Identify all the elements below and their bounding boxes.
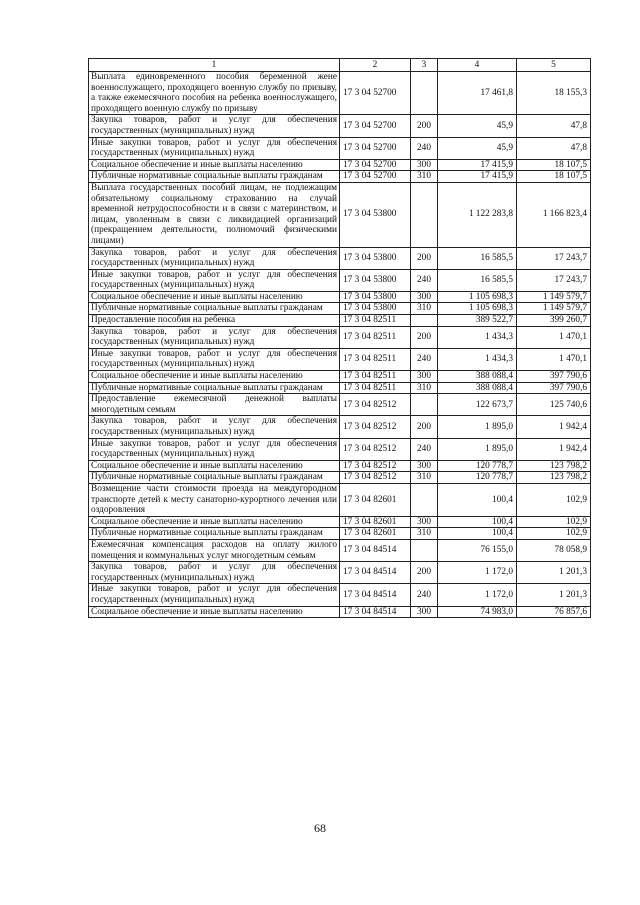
row-name: Закупка товаров, работ и услуг для обеспечения государственных (муниципальных) нужд bbox=[89, 115, 340, 137]
row-amount-col4: 76 155,0 bbox=[438, 539, 517, 561]
row-expense-type bbox=[411, 182, 438, 247]
row-code: 17 3 04 53800 bbox=[340, 291, 411, 303]
row-code: 17 3 04 52700 bbox=[340, 171, 411, 183]
row-name: Выплата единовременного пособия беременной жене военнослужащего, проходящего военную службу по призыву, а также ежемесячного пособия на ребенка военнослужащего, проходящего военную службу по призыву bbox=[89, 72, 340, 115]
table-row bbox=[89, 291, 591, 303]
row-amount-col5: 47,8 bbox=[517, 115, 591, 137]
table-row bbox=[89, 472, 591, 484]
row-expense-type: 300 bbox=[411, 371, 438, 383]
header-col-3: 3 bbox=[411, 59, 438, 72]
row-code: 17 3 04 82511 bbox=[340, 326, 411, 348]
table-row bbox=[89, 438, 591, 460]
row-name: Выплата государственных пособий лицам, не подлежащим обязательному социальному страхованию на случай временной нетрудоспособности и в связи с материнством, и лицам, уволенным в связи с ликвидацией организаций (прекращением деятельности, полномочий физическими лицами) bbox=[89, 182, 340, 247]
header-col-2: 2 bbox=[340, 59, 411, 72]
row-amount-col4: 17 461,8 bbox=[438, 72, 517, 115]
row-name: Иные закупки товаров, работ и услуг для обеспечения государственных (муниципальных) нужд bbox=[89, 438, 340, 460]
table-row bbox=[89, 171, 591, 183]
row-amount-col5: 1 942,4 bbox=[517, 416, 591, 438]
row-code: 17 3 04 52700 bbox=[340, 137, 411, 159]
row-code: 17 3 04 52700 bbox=[340, 159, 411, 171]
row-amount-col5: 399 260,7 bbox=[517, 315, 591, 327]
row-amount-col4: 120 778,7 bbox=[438, 472, 517, 484]
row-code: 17 3 04 84514 bbox=[340, 539, 411, 561]
row-amount-col4: 1 895,0 bbox=[438, 416, 517, 438]
row-name: Социальное обеспечение и иные выплаты населению bbox=[89, 460, 340, 472]
table-row bbox=[89, 460, 591, 472]
row-code: 17 3 04 82601 bbox=[340, 483, 411, 516]
row-amount-col4: 1 105 698,3 bbox=[438, 291, 517, 303]
row-name: Социальное обеспечение и иные выплаты населению bbox=[89, 516, 340, 528]
row-code: 17 3 04 82601 bbox=[340, 528, 411, 540]
row-amount-col4: 1 122 283,8 bbox=[438, 182, 517, 247]
header-col-1: 1 bbox=[89, 59, 340, 72]
row-code: 17 3 04 53800 bbox=[340, 182, 411, 247]
row-amount-col5: 76 857,6 bbox=[517, 606, 591, 618]
row-name: Закупка товаров, работ и услуг для обеспечения государственных (муниципальных) нужд bbox=[89, 416, 340, 438]
row-amount-col5: 47,8 bbox=[517, 137, 591, 159]
row-expense-type: 310 bbox=[411, 171, 438, 183]
row-code: 17 3 04 53800 bbox=[340, 303, 411, 315]
table-row bbox=[89, 326, 591, 348]
row-name: Публичные нормативные социальные выплаты гражданам bbox=[89, 171, 340, 183]
row-amount-col5: 17 243,7 bbox=[517, 269, 591, 291]
row-amount-col4: 74 983,0 bbox=[438, 606, 517, 618]
table-row bbox=[89, 315, 591, 327]
row-expense-type bbox=[411, 315, 438, 327]
table-row bbox=[89, 394, 591, 416]
row-name: Закупка товаров, работ и услуг для обеспечения государственных (муниципальных) нужд bbox=[89, 326, 340, 348]
row-name: Иные закупки товаров, работ и услуг для обеспечения государственных (муниципальных) нужд bbox=[89, 348, 340, 370]
table-row bbox=[89, 539, 591, 561]
row-code: 17 3 04 82511 bbox=[340, 382, 411, 394]
row-amount-col5: 1 201,3 bbox=[517, 584, 591, 606]
table-body bbox=[89, 72, 591, 618]
row-name: Закупка товаров, работ и услуг для обеспечения государственных (муниципальных) нужд bbox=[89, 247, 340, 269]
row-code: 17 3 04 82512 bbox=[340, 460, 411, 472]
table-row bbox=[89, 303, 591, 315]
table-row bbox=[89, 606, 591, 618]
row-name: Публичные нормативные социальные выплаты гражданам bbox=[89, 303, 340, 315]
budget-table bbox=[88, 58, 591, 618]
row-code: 17 3 04 82511 bbox=[340, 371, 411, 383]
row-amount-col4: 45,9 bbox=[438, 115, 517, 137]
row-expense-type: 200 bbox=[411, 326, 438, 348]
table-row bbox=[89, 382, 591, 394]
row-amount-col4: 16 585,5 bbox=[438, 269, 517, 291]
row-amount-col4: 100,4 bbox=[438, 483, 517, 516]
row-code: 17 3 04 52700 bbox=[340, 72, 411, 115]
row-amount-col5: 1 166 823,4 bbox=[517, 182, 591, 247]
document-page bbox=[88, 58, 590, 618]
row-amount-col4: 120 778,7 bbox=[438, 460, 517, 472]
row-expense-type: 200 bbox=[411, 416, 438, 438]
row-amount-col4: 1 895,0 bbox=[438, 438, 517, 460]
table-row bbox=[89, 348, 591, 370]
row-amount-col4: 1 172,0 bbox=[438, 562, 517, 584]
row-expense-type: 240 bbox=[411, 348, 438, 370]
row-code: 17 3 04 82512 bbox=[340, 438, 411, 460]
row-expense-type: 310 bbox=[411, 382, 438, 394]
row-amount-col5: 102,9 bbox=[517, 483, 591, 516]
row-expense-type bbox=[411, 394, 438, 416]
row-code: 17 3 04 84514 bbox=[340, 562, 411, 584]
row-amount-col5: 1 149 579,7 bbox=[517, 291, 591, 303]
table-row bbox=[89, 247, 591, 269]
row-code: 17 3 04 52700 bbox=[340, 115, 411, 137]
row-amount-col4: 17 415,9 bbox=[438, 159, 517, 171]
row-code: 17 3 04 82601 bbox=[340, 516, 411, 528]
row-amount-col5: 17 243,7 bbox=[517, 247, 591, 269]
header-col-5: 5 bbox=[517, 59, 591, 72]
row-name: Ежемесячная компенсация расходов на оплату жилого помещения и коммунальных услуг многодетным семьям bbox=[89, 539, 340, 561]
row-amount-col4: 1 172,0 bbox=[438, 584, 517, 606]
row-code: 17 3 04 82512 bbox=[340, 416, 411, 438]
row-amount-col5: 18 107,5 bbox=[517, 171, 591, 183]
row-amount-col5: 18 155,3 bbox=[517, 72, 591, 115]
table-row bbox=[89, 115, 591, 137]
row-amount-col5: 397 790,6 bbox=[517, 371, 591, 383]
row-name: Публичные нормативные социальные выплаты гражданам bbox=[89, 382, 340, 394]
row-amount-col5: 1 470,1 bbox=[517, 326, 591, 348]
row-code: 17 3 04 53800 bbox=[340, 247, 411, 269]
row-amount-col5: 78 058,9 bbox=[517, 539, 591, 561]
row-code: 17 3 04 84514 bbox=[340, 584, 411, 606]
page-number: 68 bbox=[314, 821, 326, 835]
row-expense-type bbox=[411, 72, 438, 115]
row-expense-type: 300 bbox=[411, 516, 438, 528]
row-amount-col5: 102,9 bbox=[517, 516, 591, 528]
table-row bbox=[89, 483, 591, 516]
row-amount-col4: 1 105 698,3 bbox=[438, 303, 517, 315]
row-expense-type bbox=[411, 483, 438, 516]
row-amount-col5: 102,9 bbox=[517, 528, 591, 540]
row-amount-col4: 389 522,7 bbox=[438, 315, 517, 327]
row-name: Предоставление пособия на ребенка bbox=[89, 315, 340, 327]
row-expense-type: 310 bbox=[411, 528, 438, 540]
row-amount-col4: 388 088,4 bbox=[438, 371, 517, 383]
header-col-4: 4 bbox=[438, 59, 517, 72]
row-expense-type: 310 bbox=[411, 303, 438, 315]
row-amount-col4: 122 673,7 bbox=[438, 394, 517, 416]
row-name: Иные закупки товаров, работ и услуг для обеспечения государственных (муниципальных) нужд bbox=[89, 137, 340, 159]
row-amount-col5: 397 790,6 bbox=[517, 382, 591, 394]
table-row bbox=[89, 182, 591, 247]
row-name: Иные закупки товаров, работ и услуг для обеспечения государственных (муниципальных) нужд bbox=[89, 584, 340, 606]
row-amount-col5: 125 740,6 bbox=[517, 394, 591, 416]
row-name: Иные закупки товаров, работ и услуг для обеспечения государственных (муниципальных) нужд bbox=[89, 269, 340, 291]
table-row bbox=[89, 516, 591, 528]
row-expense-type: 240 bbox=[411, 584, 438, 606]
row-name: Социальное обеспечение и иные выплаты населению bbox=[89, 159, 340, 171]
row-name: Публичные нормативные социальные выплаты гражданам bbox=[89, 528, 340, 540]
table-row bbox=[89, 371, 591, 383]
table-row bbox=[89, 72, 591, 115]
row-amount-col4: 45,9 bbox=[438, 137, 517, 159]
row-amount-col4: 1 434,3 bbox=[438, 326, 517, 348]
row-name: Социальное обеспечение и иные выплаты населению bbox=[89, 606, 340, 618]
row-amount-col5: 1 149 579,7 bbox=[517, 303, 591, 315]
row-code: 17 3 04 82511 bbox=[340, 315, 411, 327]
row-expense-type: 300 bbox=[411, 606, 438, 618]
row-name: Социальное обеспечение и иные выплаты населению bbox=[89, 371, 340, 383]
row-code: 17 3 04 82512 bbox=[340, 472, 411, 484]
row-name: Социальное обеспечение и иные выплаты населению bbox=[89, 291, 340, 303]
row-expense-type: 310 bbox=[411, 472, 438, 484]
table-row bbox=[89, 159, 591, 171]
row-expense-type: 200 bbox=[411, 115, 438, 137]
table-row bbox=[89, 584, 591, 606]
row-amount-col4: 100,4 bbox=[438, 516, 517, 528]
table-row bbox=[89, 137, 591, 159]
row-amount-col5: 123 798,2 bbox=[517, 472, 591, 484]
row-amount-col5: 1 942,4 bbox=[517, 438, 591, 460]
row-name: Предоставление ежемесячной денежной выплаты многодетным семьям bbox=[89, 394, 340, 416]
row-amount-col4: 100,4 bbox=[438, 528, 517, 540]
row-code: 17 3 04 84514 bbox=[340, 606, 411, 618]
row-expense-type bbox=[411, 539, 438, 561]
row-amount-col4: 388 088,4 bbox=[438, 382, 517, 394]
row-expense-type: 200 bbox=[411, 247, 438, 269]
row-expense-type: 300 bbox=[411, 460, 438, 472]
row-code: 17 3 04 53800 bbox=[340, 269, 411, 291]
row-expense-type: 240 bbox=[411, 269, 438, 291]
table-row bbox=[89, 416, 591, 438]
row-expense-type: 300 bbox=[411, 159, 438, 171]
header-row bbox=[89, 59, 591, 72]
row-expense-type: 300 bbox=[411, 291, 438, 303]
row-amount-col5: 1 470,1 bbox=[517, 348, 591, 370]
row-name: Публичные нормативные социальные выплаты гражданам bbox=[89, 472, 340, 484]
row-expense-type: 240 bbox=[411, 438, 438, 460]
row-name: Закупка товаров, работ и услуг для обеспечения государственных (муниципальных) нужд bbox=[89, 562, 340, 584]
row-amount-col4: 1 434,3 bbox=[438, 348, 517, 370]
row-amount-col5: 1 201,3 bbox=[517, 562, 591, 584]
row-name: Возмещение части стоимости проезда на междугородном транспорте детей к месту санаторно-курортного лечения или оздоровления bbox=[89, 483, 340, 516]
table-row bbox=[89, 528, 591, 540]
table-row bbox=[89, 269, 591, 291]
row-amount-col4: 17 415,9 bbox=[438, 171, 517, 183]
row-code: 17 3 04 82511 bbox=[340, 348, 411, 370]
row-expense-type: 200 bbox=[411, 562, 438, 584]
row-amount-col5: 123 798,2 bbox=[517, 460, 591, 472]
row-expense-type: 240 bbox=[411, 137, 438, 159]
row-amount-col4: 16 585,5 bbox=[438, 247, 517, 269]
row-amount-col5: 18 107,5 bbox=[517, 159, 591, 171]
table-row bbox=[89, 562, 591, 584]
row-code: 17 3 04 82512 bbox=[340, 394, 411, 416]
